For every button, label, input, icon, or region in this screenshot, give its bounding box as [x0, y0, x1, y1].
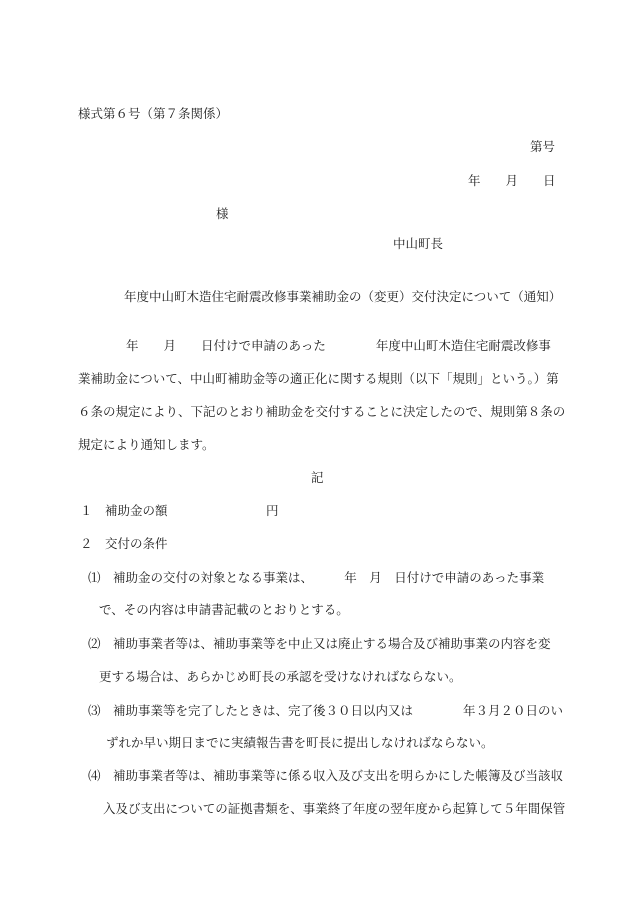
sender-name: 中山町長 [393, 236, 444, 251]
form-label: 様式第６号（第７条関係） [78, 106, 229, 121]
condition-1-line-1: 補助金の交付の対象となる事業は、 年 月 日付けで申請のあった事業 [113, 570, 545, 585]
ki-heading: 記 [311, 470, 324, 485]
body-line-2: 業補助金について、中山町補助金等の適正化に関する規則（以下「規則」という。）第 [78, 371, 559, 386]
condition-4-line-1: 補助事業者等は、補助事業等に係る収入及び支出を明らかにした帳簿及び当該収 [113, 768, 564, 783]
condition-4-line-2: 入及び支出についての証拠書類を、事業終了年度の翌年度から起算して５年間保管 [103, 801, 566, 816]
item-1-label: １ 補助金の額 [80, 503, 168, 518]
condition-4-number: ⑷ [88, 768, 101, 783]
condition-2-line-2: 更する場合は、あらかじめ町長の承認を受けなければならない。 [99, 669, 462, 684]
document-number-label: 第号 [530, 139, 556, 154]
condition-2-number: ⑵ [88, 636, 101, 651]
condition-3-line-2: ずれか早い期日までに実績報告書を町長に提出しなければならない。 [106, 735, 494, 750]
condition-1-line-2: で、その内容は申請書記載のとおりとする。 [99, 602, 349, 617]
body-line-3: ６条の規定により、下記のとおり補助金を交付することに決定したので、規則第８条の [78, 404, 566, 419]
condition-2-line-1: 補助事業者等は、補助事業等を中止又は廃止する場合及び補助事業の内容を変 [113, 636, 551, 651]
addressee-suffix: 様 [216, 206, 229, 221]
body-line-1: 年 月 日付けで申請のあった 年度中山町木造住宅耐震改修事 [126, 338, 551, 353]
item-1-unit: 円 [266, 503, 279, 518]
condition-3-number: ⑶ [88, 703, 101, 718]
item-2-label: ２ 交付の条件 [80, 536, 168, 551]
condition-1-number: ⑴ [88, 570, 101, 585]
condition-3-line-1: 補助事業等を完了したときは、完了後３０日以内又は 年３月２０日のい [113, 703, 564, 718]
date-label: 年 月 日 [468, 173, 556, 188]
document-title: 年度中山町木造住宅耐震改修事業補助金の（変更）交付決定について（通知） [124, 289, 562, 304]
body-line-4: 規定により通知します。 [78, 437, 215, 452]
